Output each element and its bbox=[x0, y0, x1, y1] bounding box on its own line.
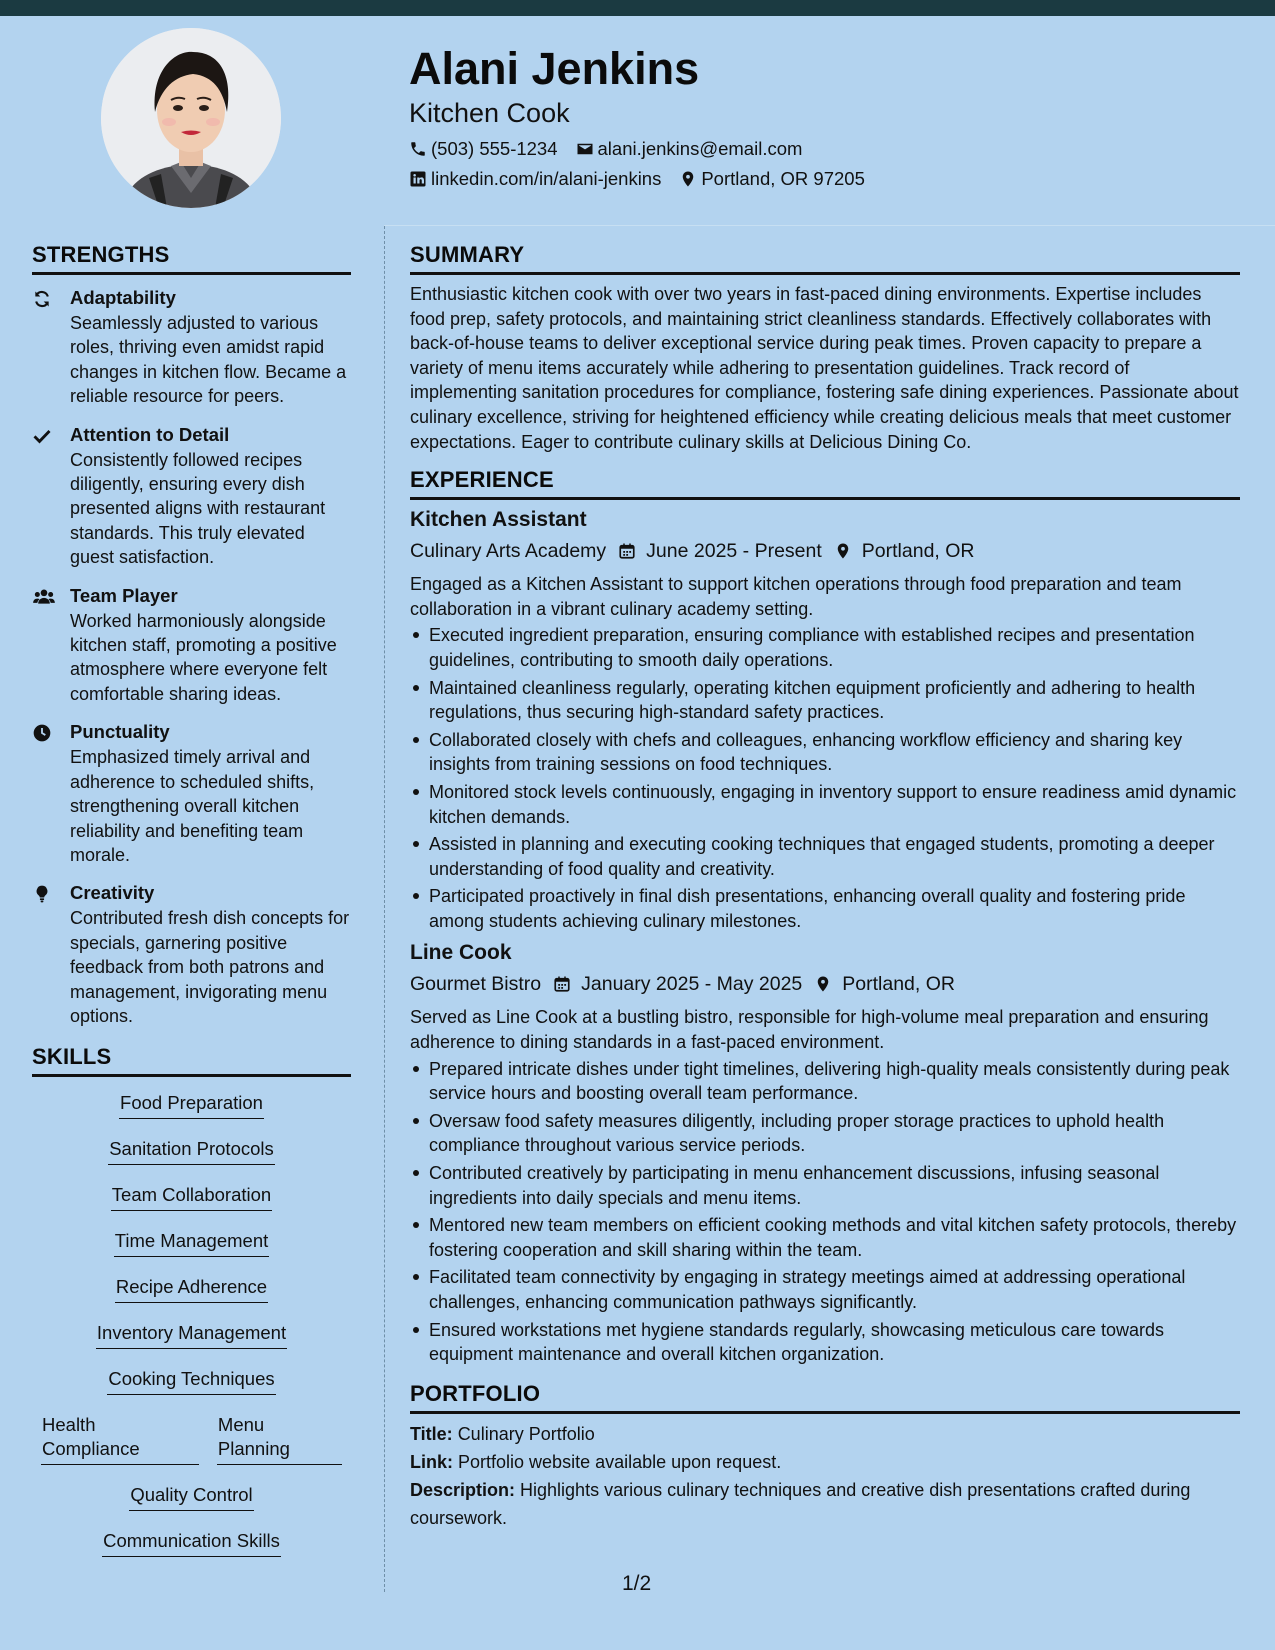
portfolio-description-value: Highlights various culinary techniques and creative dish presentations crafted during coursework. bbox=[410, 1479, 1191, 1528]
right-column bbox=[410, 240, 1240, 1532]
clock-icon bbox=[32, 723, 52, 743]
map-pin-icon bbox=[834, 541, 852, 561]
skill-tag: Inventory Management bbox=[96, 1321, 287, 1349]
strengths-heading: STRENGTHS bbox=[32, 240, 351, 275]
linkedin-icon bbox=[409, 170, 427, 188]
strength-description: Contributed fresh dish concepts for specials, garnering positive feedback from both patrons and management, invigorating menu options. bbox=[70, 908, 350, 1026]
linkedin-contact[interactable] bbox=[409, 166, 661, 192]
job-bullet: Participated proactively in final dish presentations, enhancing overall quality and fostering pride among students achieving culinary milestones. bbox=[410, 884, 1240, 933]
skill-tag: Recipe Adherence bbox=[115, 1275, 268, 1303]
contact-line-1 bbox=[409, 136, 1229, 162]
sync-icon bbox=[32, 289, 52, 309]
job-bullet: Facilitated team connectivity by engaging in strategy meetings aimed at addressing operational challenges, enhancing communication pathways significantly. bbox=[410, 1265, 1240, 1314]
check-icon bbox=[32, 426, 52, 446]
skill-tag: Food Preparation bbox=[119, 1091, 264, 1119]
map-pin-icon bbox=[679, 170, 697, 188]
strength-description: Emphasized timely arrival and adherence to scheduled shifts, strengthening overall kitchen reliability and benefiting team morale. bbox=[70, 747, 315, 865]
job-bullet: Contributed creatively by participating in menu enhancement discussions, infusing seasonal ingredients into daily specials and menu items. bbox=[410, 1161, 1240, 1210]
skill-tag: Sanitation Protocols bbox=[108, 1137, 275, 1165]
job-bullet: Maintained cleanliness regularly, operating kitchen equipment proficiently and adhering to health regulations, thus securing high-standard safety practices. bbox=[410, 676, 1240, 725]
job-bullet: Prepared intricate dishes under tight timelines, delivering high-quality meals consistently during peak service hours and boosting overall team performance. bbox=[410, 1057, 1240, 1106]
linkedin-text: linkedin.com/in/alani-jenkins bbox=[431, 168, 662, 189]
job-location: Portland, OR bbox=[861, 540, 975, 563]
job-company: Culinary Arts Academy bbox=[410, 540, 607, 563]
phone-text: (503) 555-1234 bbox=[431, 138, 558, 159]
strength-title: Creativity bbox=[70, 882, 155, 904]
portfolio-title-line bbox=[410, 1420, 1240, 1448]
strength-item bbox=[32, 423, 351, 570]
skill-tag: Cooking Techniques bbox=[107, 1367, 275, 1395]
portfolio-title-value: Culinary Portfolio bbox=[457, 1423, 595, 1444]
skill-tag: Team Collaboration bbox=[111, 1183, 272, 1211]
strength-title: Adaptability bbox=[70, 287, 176, 308]
strength-item bbox=[32, 286, 351, 409]
email-contact[interactable] bbox=[576, 136, 803, 162]
skill-tag: Quality Control bbox=[129, 1483, 253, 1511]
job-title: Line Cook bbox=[410, 941, 512, 965]
strength-description: Worked harmoniously alongside kitchen staff, promoting a positive atmosphere where everyone felt comfortable sharing ideas. bbox=[70, 610, 337, 704]
portfolio-link-label: Link: bbox=[410, 1451, 453, 1472]
strength-title: Attention to Detail bbox=[70, 423, 230, 445]
job-meta bbox=[410, 537, 1240, 565]
portfolio-link-value: Portfolio website available upon request. bbox=[458, 1451, 782, 1472]
envelope-icon bbox=[576, 140, 594, 158]
job-title: Kitchen Assistant bbox=[410, 508, 587, 532]
strength-title: Team Player bbox=[70, 584, 178, 606]
experience-heading: EXPERIENCE bbox=[410, 465, 1240, 500]
location-contact bbox=[679, 166, 865, 192]
summary-heading: SUMMARY bbox=[410, 240, 1240, 275]
contact-line-2 bbox=[409, 166, 1229, 192]
strength-item bbox=[32, 584, 351, 707]
skill-tag: Health Compliance bbox=[41, 1413, 199, 1465]
header bbox=[409, 40, 1229, 192]
portfolio-link-line bbox=[410, 1448, 1240, 1476]
job-location: Portland, OR bbox=[842, 973, 955, 996]
job-company: Gourmet Bistro bbox=[410, 973, 542, 996]
email-text: alani.jenkins@email.com bbox=[597, 138, 803, 159]
skill-tag: Time Management bbox=[114, 1229, 270, 1257]
job-role: Kitchen Cook bbox=[409, 98, 570, 128]
job-bullet: Mentored new team members on efficient cooking methods and vital kitchen safety protocols, thereby fostering cooperation and skill sharing within the team. bbox=[410, 1213, 1240, 1262]
skills-heading: SKILLS bbox=[32, 1042, 351, 1077]
map-pin-icon bbox=[814, 974, 832, 994]
strength-description: Seamlessly adjusted to various roles, thriving even amidst rapid changes in kitchen flow. Became a reliable resource for peers. bbox=[70, 313, 347, 407]
page-number: 1/2 bbox=[622, 1572, 652, 1595]
phone-icon bbox=[409, 140, 427, 158]
candidate-name: Alani Jenkins bbox=[409, 43, 700, 94]
location-text: Portland, OR 97205 bbox=[701, 168, 865, 189]
portfolio-details bbox=[410, 1420, 1240, 1532]
strength-item bbox=[32, 720, 351, 867]
job-dates: January 2025 - May 2025 bbox=[581, 973, 803, 996]
phone-contact[interactable] bbox=[409, 136, 558, 162]
skill-tag: Communication Skills bbox=[102, 1529, 281, 1557]
portfolio-description-line bbox=[410, 1476, 1240, 1532]
calendar-icon bbox=[553, 974, 571, 994]
job-dates: June 2025 - Present bbox=[646, 540, 822, 563]
skill-tag: Menu Planning bbox=[217, 1413, 342, 1465]
lightbulb-icon bbox=[32, 884, 52, 904]
left-column bbox=[32, 240, 351, 1575]
job-bullet: Ensured workstations met hygiene standards regularly, showcasing meticulous care towards equipment maintenance and overall kitchen organization. bbox=[410, 1318, 1240, 1367]
job-bullet: Oversaw food safety measures diligently, including proper storage practices to uphold health compliance throughout various service periods. bbox=[410, 1109, 1240, 1158]
portfolio-description-label: Description: bbox=[410, 1479, 516, 1500]
job-bullet: Monitored stock levels continuously, engaging in inventory support to ensure readiness amid dynamic kitchen demands. bbox=[410, 780, 1240, 829]
strength-description: Consistently followed recipes diligently, ensuring every dish presented aligns with restaurant standards. This truly elevated guest satisfaction. bbox=[70, 449, 326, 568]
job-bullet: Collaborated closely with chefs and colleagues, enhancing workflow efficiency and sharing key insights from training sessions on food techniques. bbox=[410, 728, 1240, 777]
strength-item bbox=[32, 881, 351, 1028]
header-divider bbox=[384, 225, 1275, 226]
portfolio-title-label: Title: bbox=[410, 1423, 453, 1444]
column-divider bbox=[384, 226, 385, 1592]
job-entry bbox=[410, 506, 1240, 933]
portfolio-heading: PORTFOLIO bbox=[410, 1379, 1240, 1414]
top-accent-bar bbox=[0, 0, 1275, 16]
profile-photo bbox=[101, 28, 281, 208]
job-description: Engaged as a Kitchen Assistant to support kitchen operations through food preparation and team collaboration in a vibrant culinary academy setting. bbox=[410, 574, 1182, 619]
job-bullets bbox=[410, 623, 1240, 933]
strength-title: Punctuality bbox=[70, 721, 170, 743]
job-meta bbox=[410, 970, 1240, 998]
summary-text: Enthusiastic kitchen cook with over two years in fast-paced dining environments. Expertise includes food prep, safety protocols, and maintaining strict cleanliness standards. Effectively collaborates with back-of-house teams to deliver exceptional service during peak times. Proven capacity to prepare a variety of menu items accurately while adhering to presentation guidelines. Track record of implementing sanitation procedures for compliance, fostering safe dining experiences. Passionate about culinary excellence, striving for heightened efficiency while creating delicious meals that meet customer expectations. Eager to contribute culinary skills at Delicious Dining Co. bbox=[410, 284, 1239, 452]
users-icon bbox=[32, 587, 56, 607]
skills-list bbox=[32, 1091, 351, 1575]
job-bullet: Assisted in planning and executing cooking techniques that engaged students, promoting a deeper understanding of food quality and creativity. bbox=[410, 832, 1240, 881]
strengths-list bbox=[32, 286, 351, 1028]
calendar-icon bbox=[618, 541, 636, 561]
job-bullet: Executed ingredient preparation, ensuring compliance with established recipes and presentation guidelines, contributing to smooth daily operations. bbox=[410, 623, 1240, 672]
job-description: Served as Line Cook at a bustling bistro, responsible for high-volume meal preparation and ensuring adherence to dining standards in a fast-paced environment. bbox=[410, 1007, 1209, 1053]
job-bullets bbox=[410, 1057, 1240, 1367]
job-entry bbox=[410, 939, 1240, 1366]
